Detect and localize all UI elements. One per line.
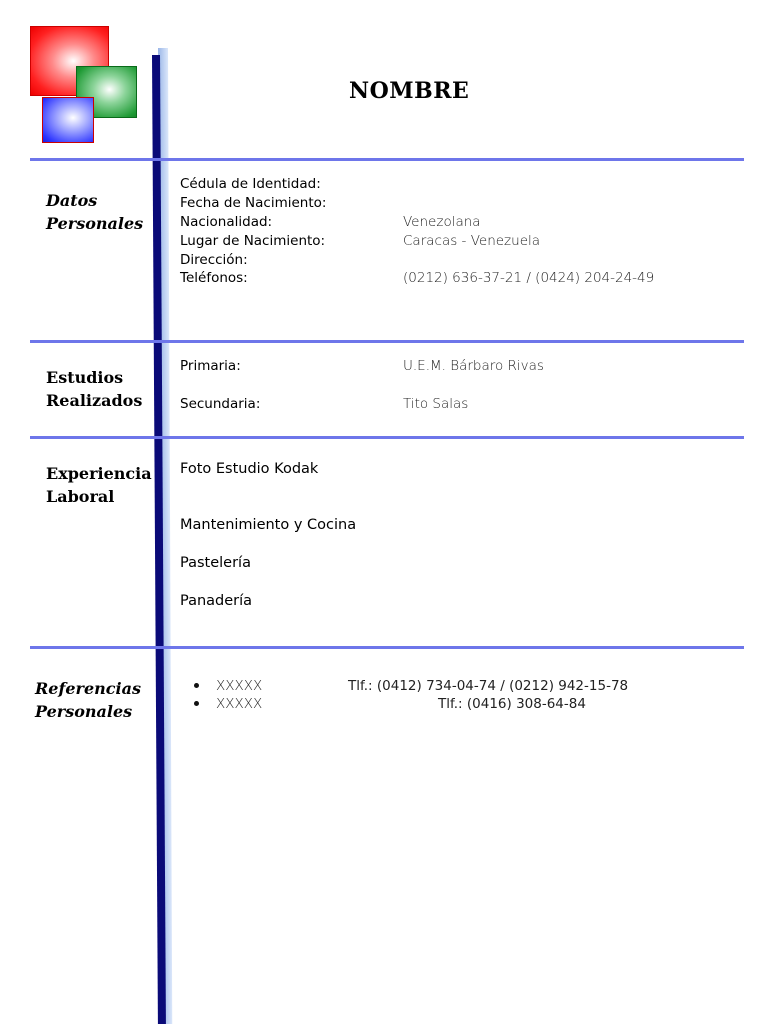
heading-line: Realizados: [46, 391, 143, 410]
divider: [30, 646, 744, 649]
section-heading-studies: [46, 366, 142, 412]
logo-blue-square: [42, 97, 94, 143]
field-label: Dirección:: [180, 252, 248, 268]
reference-phone: Tlf.: (0412) 734-04-74 / (0212) 942-15-78: [348, 678, 629, 694]
heading-line: Personales: [35, 702, 133, 721]
field-value: Venezolana: [403, 214, 481, 230]
field-value: U.E.M. Bárbaro Rivas: [403, 358, 544, 374]
list-item: Mantenimiento y Cocina: [180, 517, 357, 533]
list-item: Pastelería: [180, 555, 251, 571]
field-label: Primaria:: [180, 358, 241, 374]
bullet-icon: [194, 701, 199, 706]
field-label: Lugar de Nacimiento:: [180, 233, 326, 249]
field-value: Caracas - Venezuela: [403, 233, 541, 249]
heading-line: Referencias: [35, 679, 141, 698]
field-label: Fecha de Nacimiento:: [180, 195, 327, 211]
field-label: Secundaria:: [180, 396, 261, 412]
heading-line: Laboral: [46, 487, 115, 506]
section-heading-experience: [46, 462, 152, 508]
section-heading-references: [35, 677, 141, 723]
heading-line: Datos: [46, 191, 98, 210]
divider: [30, 158, 744, 161]
divider: [30, 436, 744, 439]
reference-phone: Tlf.: (0416) 308-64-84: [438, 696, 586, 712]
reference-name: XXXXX: [216, 678, 263, 694]
heading-line: Personales: [46, 214, 144, 233]
field-label: Cédula de Identidad:: [180, 176, 321, 192]
heading-line: Estudios: [46, 368, 124, 387]
field-label: Teléfonos:: [180, 270, 248, 286]
reference-name: XXXXX: [216, 696, 263, 712]
divider: [30, 340, 744, 343]
field-value: Tito Salas: [403, 396, 469, 412]
section-heading-personal: [46, 189, 143, 235]
heading-line: Experiencia: [46, 464, 152, 483]
field-value: (0212) 636-37-21 / (0424) 204-24-49: [403, 270, 655, 286]
list-item: Foto Estudio Kodak: [180, 461, 319, 477]
bullet-icon: [194, 683, 199, 688]
page-title: NOMBRE: [349, 78, 470, 104]
field-label: Nacionalidad:: [180, 214, 273, 230]
list-item: Panadería: [180, 593, 253, 609]
